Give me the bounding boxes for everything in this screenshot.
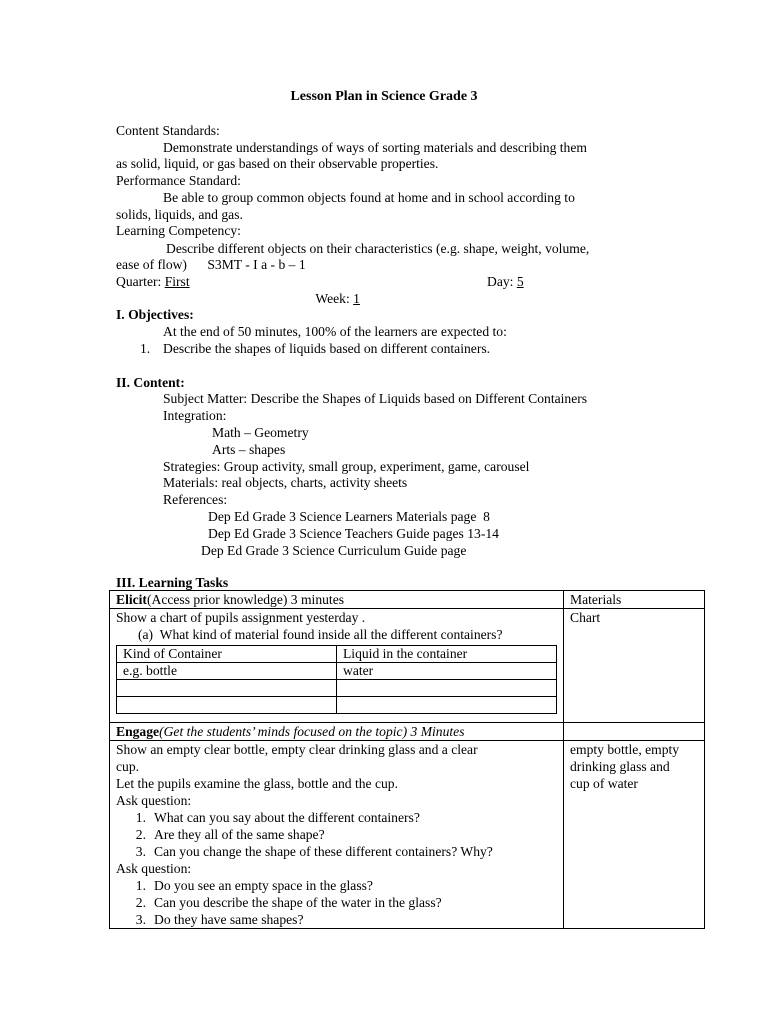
subject-matter: Subject Matter: Describe the Shapes of Liquids based on Different Containers xyxy=(163,391,588,406)
engage-header-row xyxy=(110,723,705,741)
container-liquid-table xyxy=(116,645,557,714)
ask-question-2: Ask question: xyxy=(116,861,192,876)
learning-competency-line2: ease of flow) S3MT - I a - b – 1 xyxy=(116,257,306,272)
quarter-label: Quarter: xyxy=(116,274,165,289)
question-text: What can you say about the different containers? xyxy=(154,810,420,825)
engage-material-line-2: drinking glass and xyxy=(570,759,670,774)
objectives-intro: At the end of 50 minutes, 100% of the learners are expected to: xyxy=(163,324,507,339)
page-title: Lesson Plan in Science Grade 3 xyxy=(290,89,478,104)
inner-cell: water xyxy=(337,663,557,680)
content-standards-label: Content Standards: xyxy=(116,123,220,138)
content-heading: II. Content: xyxy=(116,375,185,390)
engage-material-line-3: cup of water xyxy=(570,776,638,791)
objectives-heading: I. Objectives: xyxy=(116,307,194,322)
question-item xyxy=(116,809,557,826)
question-number: 2. xyxy=(135,895,146,910)
integration-label: Integration: xyxy=(163,408,227,423)
inner-cell xyxy=(337,697,557,714)
question-text: Can you change the shape of these different containers? Why? xyxy=(154,844,493,859)
elicit-content-row xyxy=(110,609,705,723)
inner-cell xyxy=(337,680,557,697)
ask-question-1: Ask question: xyxy=(116,793,192,808)
engage-label: Engage xyxy=(116,724,160,739)
performance-standard-line2: solids, liquids, and gas. xyxy=(116,207,243,222)
engage-content-cell xyxy=(110,741,564,929)
question-item xyxy=(116,894,557,911)
engage-header-cell xyxy=(110,723,564,741)
objectives-item-number: 1. xyxy=(140,341,151,356)
performance-standard-label: Performance Standard: xyxy=(116,173,241,188)
inner-row xyxy=(117,697,557,714)
engage-material-cell xyxy=(564,741,705,929)
inner-row xyxy=(117,663,557,680)
strategies: Strategies: Group activity, small group, experiment, game, carousel xyxy=(163,459,530,474)
references-label: References: xyxy=(163,492,228,507)
engage-header-material-cell xyxy=(564,723,705,741)
learning-competency-label: Learning Competency: xyxy=(116,223,241,238)
engage-material-line-1: empty bottle, empty xyxy=(570,742,680,757)
question-number: 3. xyxy=(135,844,146,859)
materials-header-cell: Materials xyxy=(564,591,705,609)
question-number: 1. xyxy=(135,810,146,825)
engage-duration: 3 Minutes xyxy=(407,724,465,739)
reference-2: Dep Ed Grade 3 Science Teachers Guide pages 13-14 xyxy=(208,526,499,541)
question-text: Do you see an empty space in the glass? xyxy=(154,878,373,893)
day-field xyxy=(487,273,524,290)
inner-col-kind: Kind of Container xyxy=(117,646,337,663)
day-label: Day: xyxy=(487,274,517,289)
content-standards-line1: Demonstrate understandings of ways of sorting materials and describing them xyxy=(163,140,587,155)
week-value: 1 xyxy=(353,291,360,306)
reference-3: Dep Ed Grade 3 Science Curriculum Guide page xyxy=(201,543,467,558)
materials: Materials: real objects, charts, activity sheets xyxy=(163,475,408,490)
inner-col-liquid: Liquid in the container xyxy=(337,646,557,663)
question-number: 1. xyxy=(135,878,146,893)
reference-1: Dep Ed Grade 3 Science Learners Materials page 8 xyxy=(208,509,490,524)
inner-cell xyxy=(117,697,337,714)
integration-math: Math – Geometry xyxy=(212,425,309,440)
question-text: Are they all of the same shape? xyxy=(154,827,325,842)
elicit-material-cell: Chart xyxy=(564,609,705,723)
inner-row xyxy=(117,680,557,697)
day-value: 5 xyxy=(516,274,524,289)
week-field xyxy=(302,273,360,324)
learning-competency-line1: Describe different objects on their characteristics (e.g. shape, weight, volume, xyxy=(166,241,590,256)
elicit-header-row xyxy=(110,591,705,609)
question-item xyxy=(116,843,557,860)
integration-arts: Arts – shapes xyxy=(212,442,286,457)
engage-line-1: Show an empty clear bottle, empty clear drinking glass and a clear xyxy=(116,742,478,757)
objectives-item: Describe the shapes of liquids based on different containers. xyxy=(163,341,491,356)
engage-line-2: cup. xyxy=(116,759,140,774)
engage-line-3: Let the pupils examine the glass, bottle and the cup. xyxy=(116,776,398,791)
performance-standard-line1: Be able to group common objects found at home and in school according to xyxy=(163,190,575,205)
elicit-line-2: (a) What kind of material found inside all the different containers? xyxy=(138,627,503,642)
inner-header-row xyxy=(117,646,557,663)
learning-tasks-heading: III. Learning Tasks xyxy=(116,575,229,590)
week-label: Week: xyxy=(315,291,354,306)
inner-cell: e.g. bottle xyxy=(117,663,337,680)
elicit-description: (Access prior knowledge) 3 minutes xyxy=(146,592,345,607)
question-text: Do they have same shapes? xyxy=(154,912,304,927)
elicit-header-cell xyxy=(110,591,564,609)
question-number: 2. xyxy=(135,827,146,842)
elicit-label: Elicit xyxy=(116,592,147,607)
question-text: Can you describe the shape of the water in the glass? xyxy=(154,895,442,910)
content-standards-line2: as solid, liquid, or gas based on their observable properties. xyxy=(116,156,439,171)
inner-cell xyxy=(117,680,337,697)
question-item xyxy=(116,911,557,928)
question-item xyxy=(116,877,557,894)
engage-description: (Get the students’ minds focused on the topic) xyxy=(159,724,408,739)
elicit-line-1: Show a chart of pupils assignment yesterday . xyxy=(116,610,366,625)
engage-content-row xyxy=(110,741,705,929)
question-item xyxy=(116,826,557,843)
quarter-value: First xyxy=(164,274,190,289)
elicit-content-cell xyxy=(110,609,564,723)
question-number: 3. xyxy=(135,912,146,927)
quarter-field xyxy=(116,273,190,290)
learning-tasks-table xyxy=(109,590,705,929)
